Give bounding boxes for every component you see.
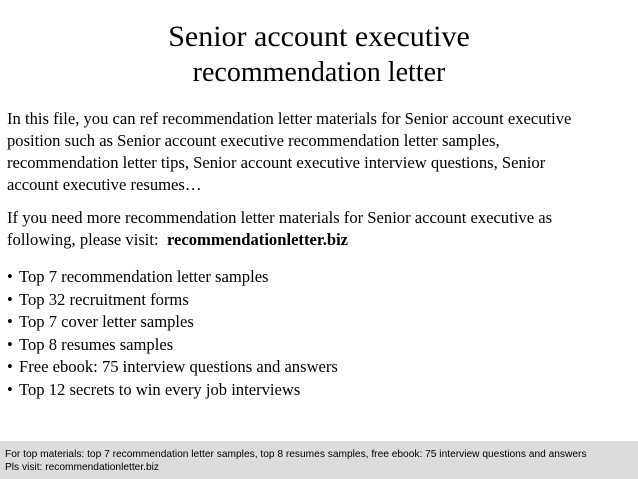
list-item: [7, 379, 338, 402]
bullet-icon: •: [7, 334, 13, 354]
intro-line-4: account executive resumes…: [7, 175, 202, 194]
more-info-paragraph: [7, 207, 635, 251]
list-item: [7, 334, 338, 357]
bullet-icon: •: [7, 267, 13, 286]
bullet-icon: •: [7, 312, 13, 331]
more-line-2: [7, 229, 635, 251]
list-item-label: Top 12 secrets to win every job interviews: [19, 379, 301, 399]
list-item: [7, 266, 338, 289]
intro-paragraph: [7, 108, 635, 196]
page-title-line-2: recommendation letter: [192, 57, 446, 88]
intro-line-1: In this file, you can ref recommendation letter materials for Senior account executive: [7, 109, 572, 128]
intro-line-3: recommendation letter tips, Senior account executive interview questions, Senior: [7, 153, 546, 172]
intro-line-2: position such as Senior account executive recommendation letter samples,: [7, 131, 500, 150]
bullet-icon: •: [7, 379, 13, 399]
list-item-label: Top 32 recruitment forms: [19, 289, 189, 309]
recommendation-site-link[interactable]: recommendationletter.biz: [166, 230, 349, 249]
bullet-icon: •: [7, 289, 13, 309]
list-item: [7, 289, 338, 312]
list-item-label: Top 8 resumes samples: [19, 334, 174, 354]
more-line-2-prefix: following, please visit:: [7, 230, 167, 249]
resource-list: [7, 266, 338, 401]
page-title-line-1: Senior account executive: [168, 20, 470, 53]
list-item-label: Top 7 recommendation letter samples: [19, 267, 269, 286]
list-item-label: Top 7 cover letter samples: [19, 312, 194, 331]
list-item: [7, 356, 338, 379]
more-line-1: If you need more recommendation letter materials for Senior account executive as: [7, 208, 553, 227]
footer-banner: [0, 441, 638, 479]
footer-line-2: Pls visit: recommendationletter.biz: [5, 462, 160, 473]
list-item-label: Free ebook: 75 interview questions and answers: [19, 357, 338, 376]
list-item: [7, 311, 338, 334]
footer-line-1: For top materials: top 7 recommendation letter samples, top 8 resumes samples, free ebook: 75 interview questions and answers: [5, 449, 587, 460]
bullet-icon: •: [7, 357, 13, 376]
